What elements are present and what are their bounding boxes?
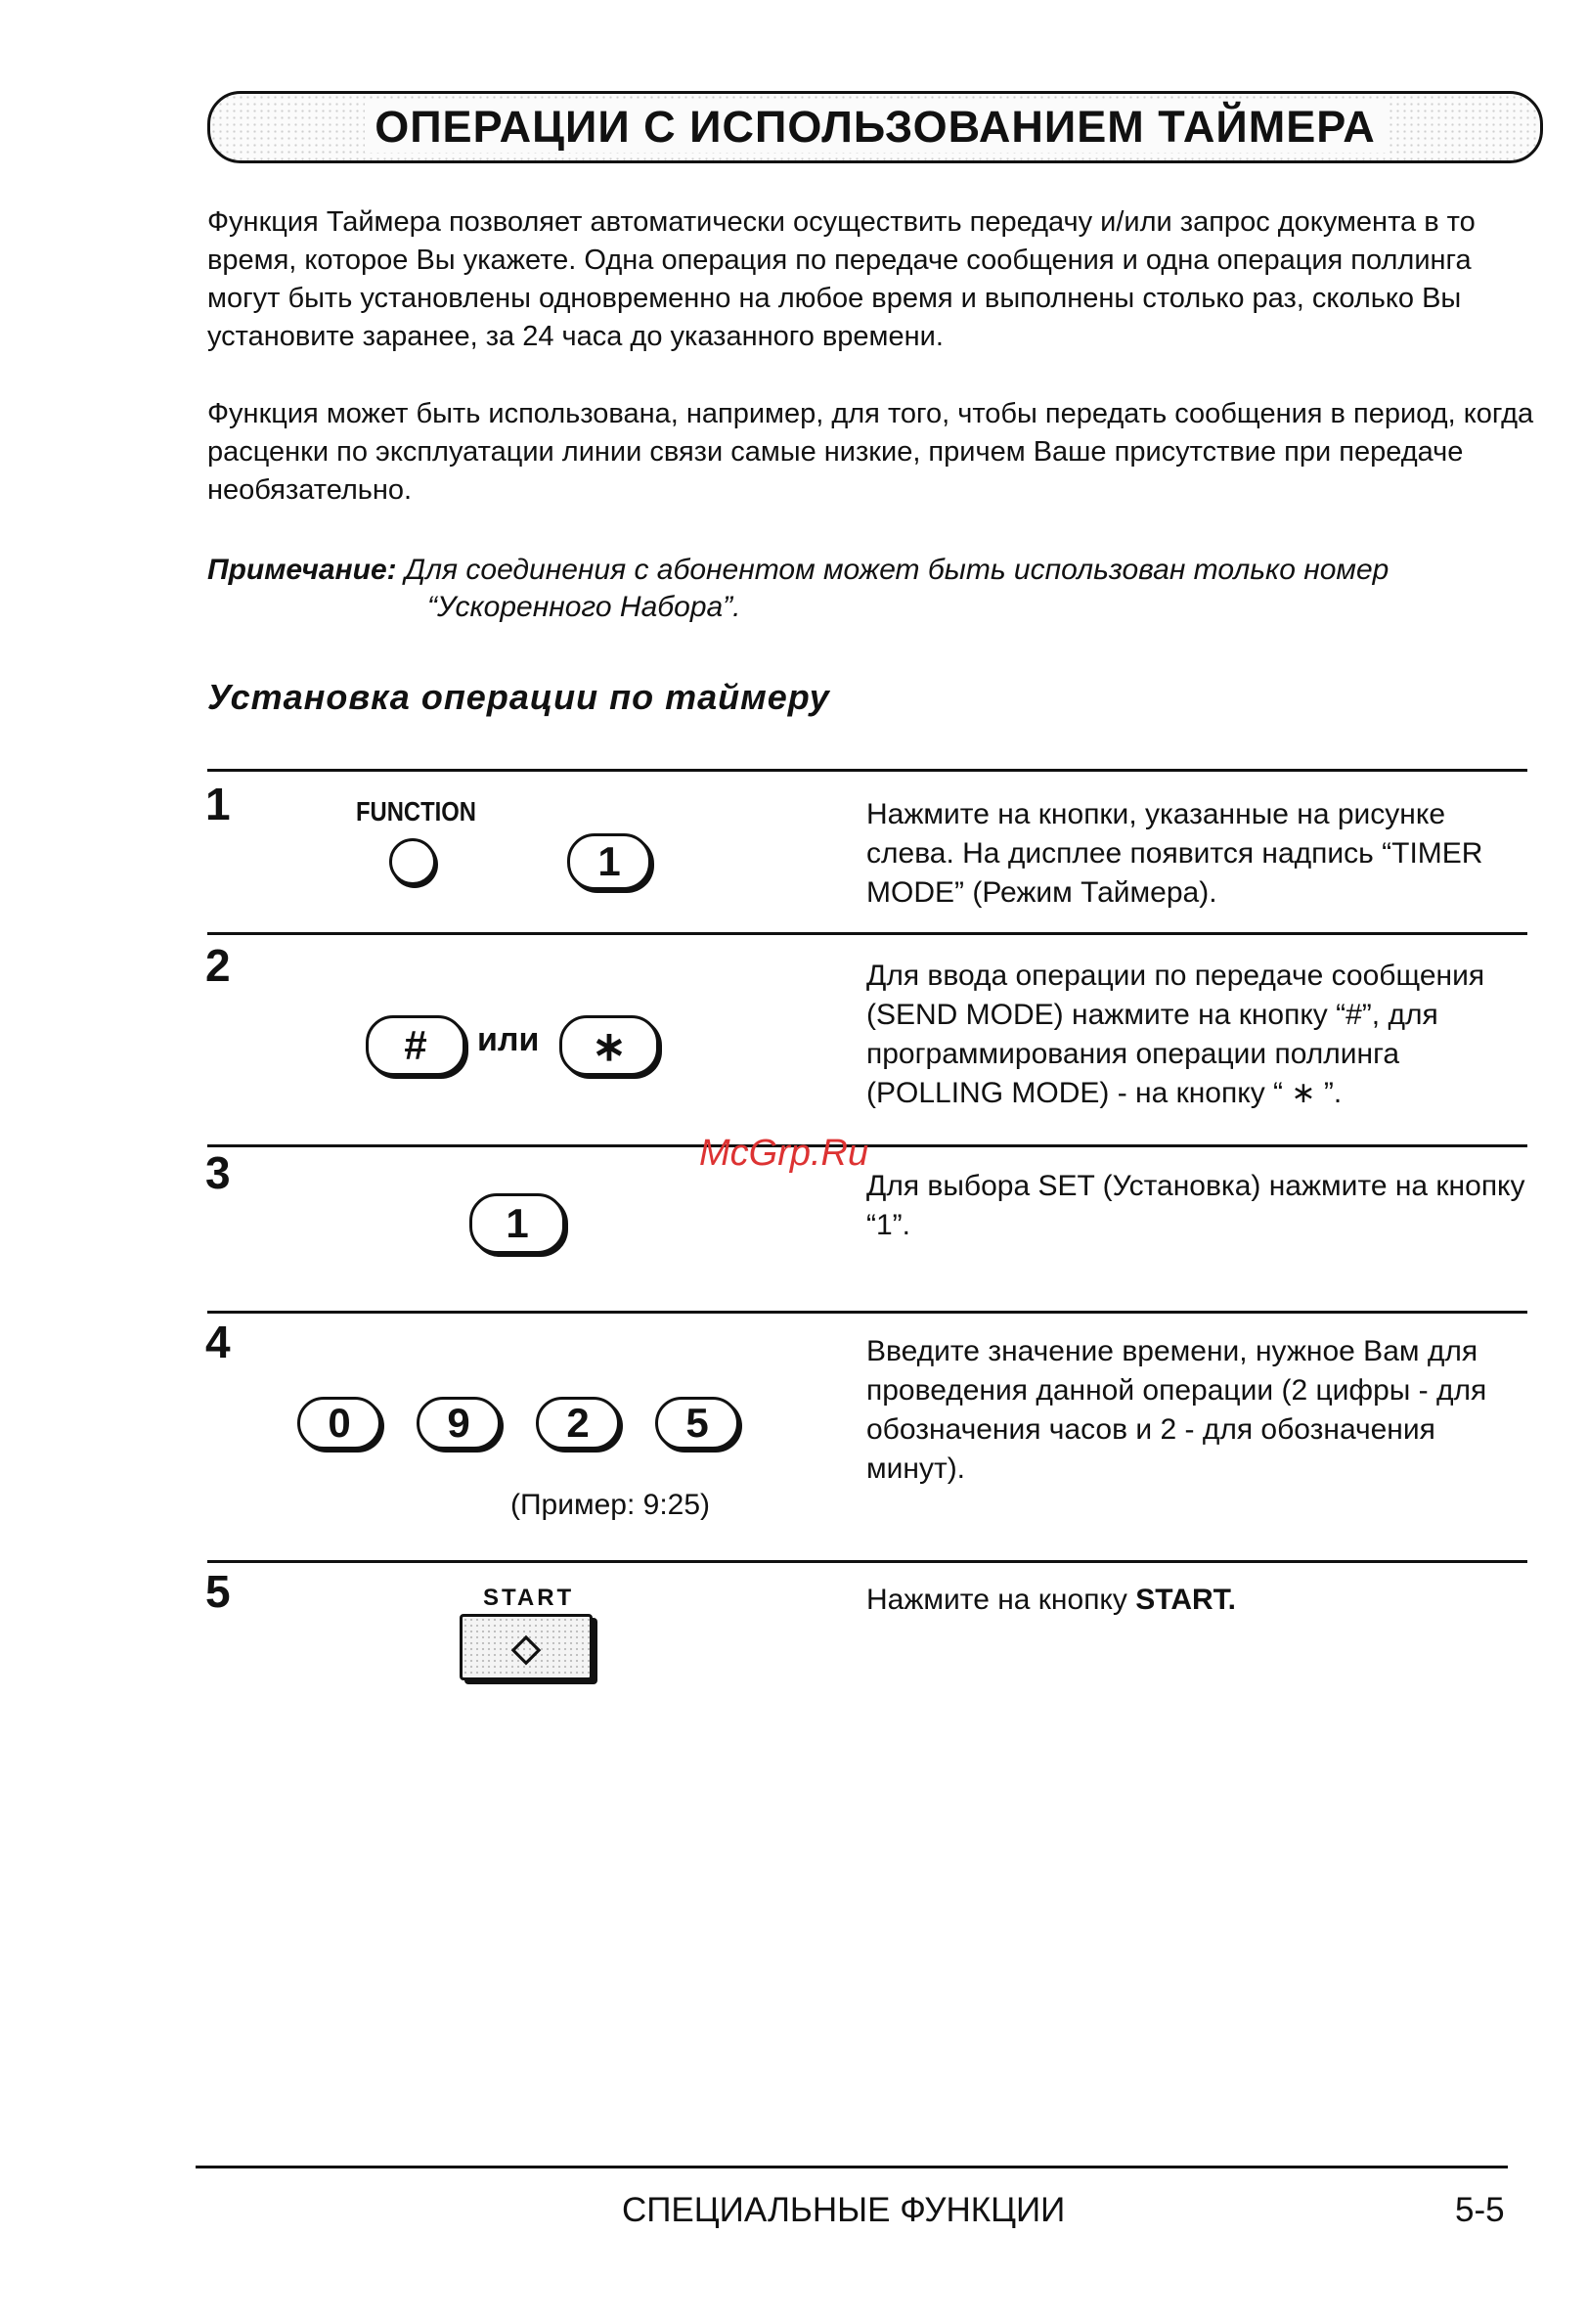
- step-number: 1: [205, 779, 231, 829]
- time-example: (Пример: 9:25): [510, 1489, 711, 1521]
- key-5-button: 5: [655, 1397, 739, 1450]
- page-title-wrap: [207, 91, 1543, 163]
- or-label: или: [477, 1021, 540, 1058]
- note-line1: Для соединения с абонентом может быть использован только номер: [405, 554, 1390, 586]
- function-label: FUNCTION: [356, 796, 476, 827]
- key-0-button: 0: [297, 1397, 381, 1450]
- footer-section-title: СПЕЦИАЛЬНЫЕ ФУНКЦИИ: [622, 2191, 1066, 2229]
- step-4-text: Введите значение времени, нужное Вам для проведения данной операции (2 цифры - для обозначения часов и 2 - для обозначения минут).: [866, 1335, 1487, 1485]
- page-title: ОПЕРАЦИИ С ИСПОЛЬЗОВАНИЕМ ТАЙМЕРА: [365, 102, 1386, 153]
- star-key-button: ∗: [559, 1015, 659, 1076]
- key-2-button: 2: [536, 1397, 620, 1450]
- start-button: [460, 1614, 593, 1680]
- step-divider: [207, 1560, 1527, 1563]
- step-divider: [207, 769, 1527, 772]
- note-line2: “Ускоренного Набора”.: [427, 591, 741, 623]
- page-number: 5-5: [1455, 2191, 1505, 2229]
- key-1-button: 1: [469, 1193, 565, 1254]
- watermark: McGrp.Ru: [699, 1133, 869, 1174]
- note: [207, 552, 1547, 626]
- step-3-text: Для выбора SET (Установка) нажмите на кнопку “1”.: [866, 1170, 1525, 1241]
- step-2-text: Для ввода операции по передаче сообщения (SEND MODE) нажмите на кнопку “#”, для программирования операции поллинга (POLLING MODE) - на кнопку “ ∗ ”.: [866, 960, 1485, 1109]
- step-divider: [207, 932, 1527, 935]
- step-5-text: [866, 1581, 1531, 1620]
- step-1-text: Нажмите на кнопки, указанные на рисунке слева. На дисплее появится надпись “TIMER MODE” (Режим Таймера).: [866, 798, 1483, 909]
- step-5-text-prefix: Нажмите на кнопку: [866, 1584, 1136, 1616]
- start-label: START: [483, 1585, 575, 1611]
- step-number: 3: [205, 1147, 231, 1198]
- step-number: 4: [205, 1317, 231, 1367]
- key-9-button: 9: [417, 1397, 501, 1450]
- function-button: [389, 838, 436, 885]
- note-label: Примечание:: [207, 554, 397, 586]
- key-1-button: 1: [567, 833, 651, 890]
- step-number: 2: [205, 940, 231, 991]
- start-icon: ◇: [511, 1627, 541, 1669]
- intro-paragraph-1: Функция Таймера позволяет автоматически осуществить передачу и/или запрос документа в то время, которое Вы укажете. Одна операция по передаче сообщения и одна операция поллинга могут быть установлены одновременно на любое время и выполнены столько раз, сколько Вы установите заранее, за 24 часа до указанного времени.: [207, 206, 1476, 352]
- footer-divider: [196, 2166, 1508, 2168]
- intro-paragraph-2: Функция может быть использована, например, для того, чтобы передать сообщения в период, когда расценки по эксплуатации линии связи самые низкие, причем Ваше присутствие при передаче необязательно.: [207, 398, 1534, 506]
- section-subheading: Установка операции по таймеру: [207, 677, 830, 717]
- step-number: 5: [205, 1566, 231, 1617]
- start-keyword: START.: [1135, 1584, 1237, 1616]
- step-divider: [207, 1311, 1527, 1314]
- hash-key-button: #: [366, 1015, 465, 1076]
